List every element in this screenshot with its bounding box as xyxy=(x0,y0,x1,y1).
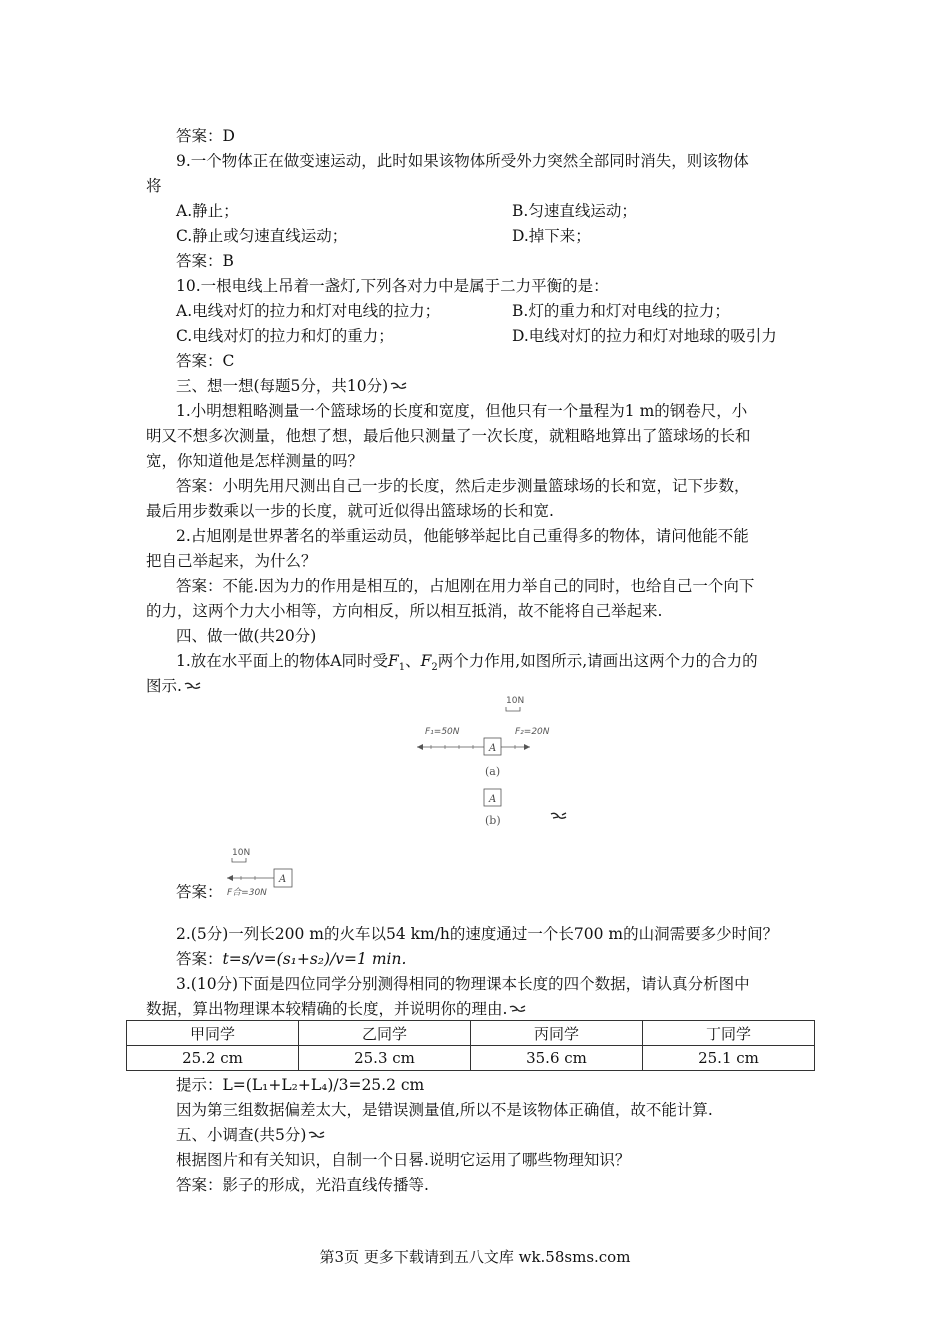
ans-force-label: F合=30N xyxy=(227,888,267,898)
q8-answer: 答案：D xyxy=(176,127,235,145)
s4-a2 xyxy=(176,949,406,969)
f1-symbol: F xyxy=(387,652,399,670)
table-header-row xyxy=(127,1021,815,1046)
s4-hint: 提示：L=(L₁+L₂+L₄)/3=25.2 cm xyxy=(176,1076,425,1094)
ans-box-a-label: A xyxy=(279,874,287,885)
q9-option-c: C.静止或匀速直线运动； xyxy=(176,227,348,245)
s3-a1-line2: 最后用步数乘以一步的长度，就可近似得出篮球场的长和宽. xyxy=(146,502,554,520)
fig-f1-label: F₁=50N xyxy=(425,727,460,737)
fig-f1-arrowhead xyxy=(417,744,423,750)
f2-sub: 2 xyxy=(431,662,438,674)
force-diagram-figure xyxy=(405,690,585,835)
section5-title-text: 五、小调查(共5分) xyxy=(176,1126,307,1144)
s4-reason: 因为第三组数据偏差太大，是错误测量值,所以不是该物体正确值，故不能计算. xyxy=(176,1101,713,1119)
s4-a2-label: 答案： xyxy=(176,950,223,968)
s3-q1-line2: 明又不想多次测量，他想了想，最后他只测量了一次长度，就粗略地算出了篮球场的长和 xyxy=(146,427,751,445)
s4-q1-sep: 、 xyxy=(405,652,421,670)
f1-sub: 1 xyxy=(398,662,406,674)
pen-icon xyxy=(551,813,566,818)
f2-symbol: F xyxy=(420,652,432,670)
q9-option-d: D.掉下来； xyxy=(512,227,591,245)
table-header: 丙同学 xyxy=(471,1021,643,1046)
s4-q1-pre: 1.放在水平面上的物体A同时受 xyxy=(176,652,388,670)
fig-scale-bar xyxy=(506,707,520,711)
q9-stem-cont: 将 xyxy=(146,177,162,195)
ans-scale-label: 10N xyxy=(232,848,251,858)
pen-icon xyxy=(509,1005,527,1015)
q9-answer: 答案：B xyxy=(176,252,234,270)
s4-a1-label: 答案： xyxy=(176,883,223,901)
pen-icon xyxy=(308,1131,326,1141)
answer-force-diagram xyxy=(222,843,302,898)
q10-stem: 10.一根电线上吊着一盏灯,下列各对力中是属于二力平衡的是： xyxy=(176,277,609,295)
s4-q1-line2 xyxy=(146,676,202,696)
s3-a2-line1: 答案：不能.因为力的作用是相互的，占旭刚在用力举自己的同时，也给自己一个向下 xyxy=(176,577,755,595)
fig-f2-label: F₂=20N xyxy=(515,727,550,737)
fig-f2-arrowhead xyxy=(524,744,530,750)
table-row xyxy=(127,1046,815,1071)
fig-box-a-label: A xyxy=(489,743,497,754)
s3-q2-line1: 2.占旭刚是世界著名的举重运动员，他能够举起比自己重得多的物体，请问他能不能 xyxy=(176,527,749,545)
s4-q1-l2-text: 图示. xyxy=(146,677,182,695)
section4-title: 四、做一做(共20分) xyxy=(176,627,317,645)
table-cell: 25.2 cm xyxy=(127,1046,299,1071)
page-footer: 第3页 更多下载请到五八文库 wk.58sms.com xyxy=(319,1248,631,1266)
s3-q2-line2: 把自己举起来，为什么？ xyxy=(146,552,317,570)
pen-icon xyxy=(184,682,202,692)
table-header: 乙同学 xyxy=(299,1021,471,1046)
q9-stem: 9.一个物体正在做变速运动，此时如果该物体所受外力突然全部同时消失，则该物体 xyxy=(176,152,749,170)
table-header: 丁同学 xyxy=(643,1021,815,1046)
s4-q3-line1: 3.(10分)下面是四位同学分别测得相同的物理课本长度的四个数据，请认真分析图中 xyxy=(176,975,750,993)
s3-q1-line1: 1.小明想粗略测量一个篮球场的长度和宽度，但他只有一个量程为1 m的钢卷尺，小 xyxy=(176,402,748,420)
s3-q1-line3: 宽，你知道他是怎样测量的吗？ xyxy=(146,452,364,470)
s5-question: 根据图片和有关知识，自制一个日晷.说明它运用了哪些物理知识？ xyxy=(176,1151,631,1169)
q10-option-a: A.电线对灯的拉力和灯对电线的拉力； xyxy=(176,302,441,320)
q9-option-a: A.静止； xyxy=(176,202,239,220)
q9-option-b: B.匀速直线运动； xyxy=(512,202,637,220)
fig-b-box-label: A xyxy=(489,794,497,805)
q10-option-c: C.电线对灯的拉力和灯的重力； xyxy=(176,327,394,345)
table-cell: 35.6 cm xyxy=(471,1046,643,1071)
section3-title-text: 三、想一想(每题5分，共10分) xyxy=(176,377,389,395)
s4-q1-line1 xyxy=(176,651,758,678)
section3-title xyxy=(176,376,408,396)
s4-q2: 2.(5分)一列长200 m的火车以54 km/h的速度通过一个长700 m的山洞需要多少时间？ xyxy=(176,925,779,943)
s4-q1-post: 两个力作用,如图所示,请画出这两个力的合力的 xyxy=(437,652,758,670)
s4-q3-l2-text: 数据，算出物理课本较精确的长度，并说明你的理由. xyxy=(146,1000,508,1018)
ans-arrowhead xyxy=(227,875,233,881)
table-header: 甲同学 xyxy=(127,1021,299,1046)
s5-answer: 答案：影子的形成，光沿直线传播等. xyxy=(176,1176,429,1194)
ans-scale-bar xyxy=(232,858,246,862)
q10-answer: 答案：C xyxy=(176,352,235,370)
table-cell: 25.1 cm xyxy=(643,1046,815,1071)
q10-option-b: B.灯的重力和灯对电线的拉力； xyxy=(512,302,730,320)
s4-a2-formula: t=s/v=(s₁+s₂)/v=1 min. xyxy=(222,950,407,968)
s3-a1-line1: 答案：小明先用尺测出自己一步的长度，然后走步测量篮球场的长和宽，记下步数， xyxy=(176,477,750,495)
fig-b-caption: (b) xyxy=(485,814,501,827)
table-cell: 25.3 cm xyxy=(299,1046,471,1071)
q10-option-d: D.电线对灯的拉力和灯对地球的吸引力 xyxy=(512,327,777,345)
s4-q3-line2 xyxy=(146,999,527,1019)
pen-icon xyxy=(390,382,408,392)
s3-a2-line2: 的力，这两个力大小相等，方向相反，所以相互抵消，故不能将自己举起来. xyxy=(146,602,663,620)
section5-title xyxy=(176,1125,326,1145)
measurement-table xyxy=(126,1020,815,1071)
fig-a-caption: (a) xyxy=(485,765,501,778)
fig-scale-label: 10N xyxy=(506,696,525,706)
